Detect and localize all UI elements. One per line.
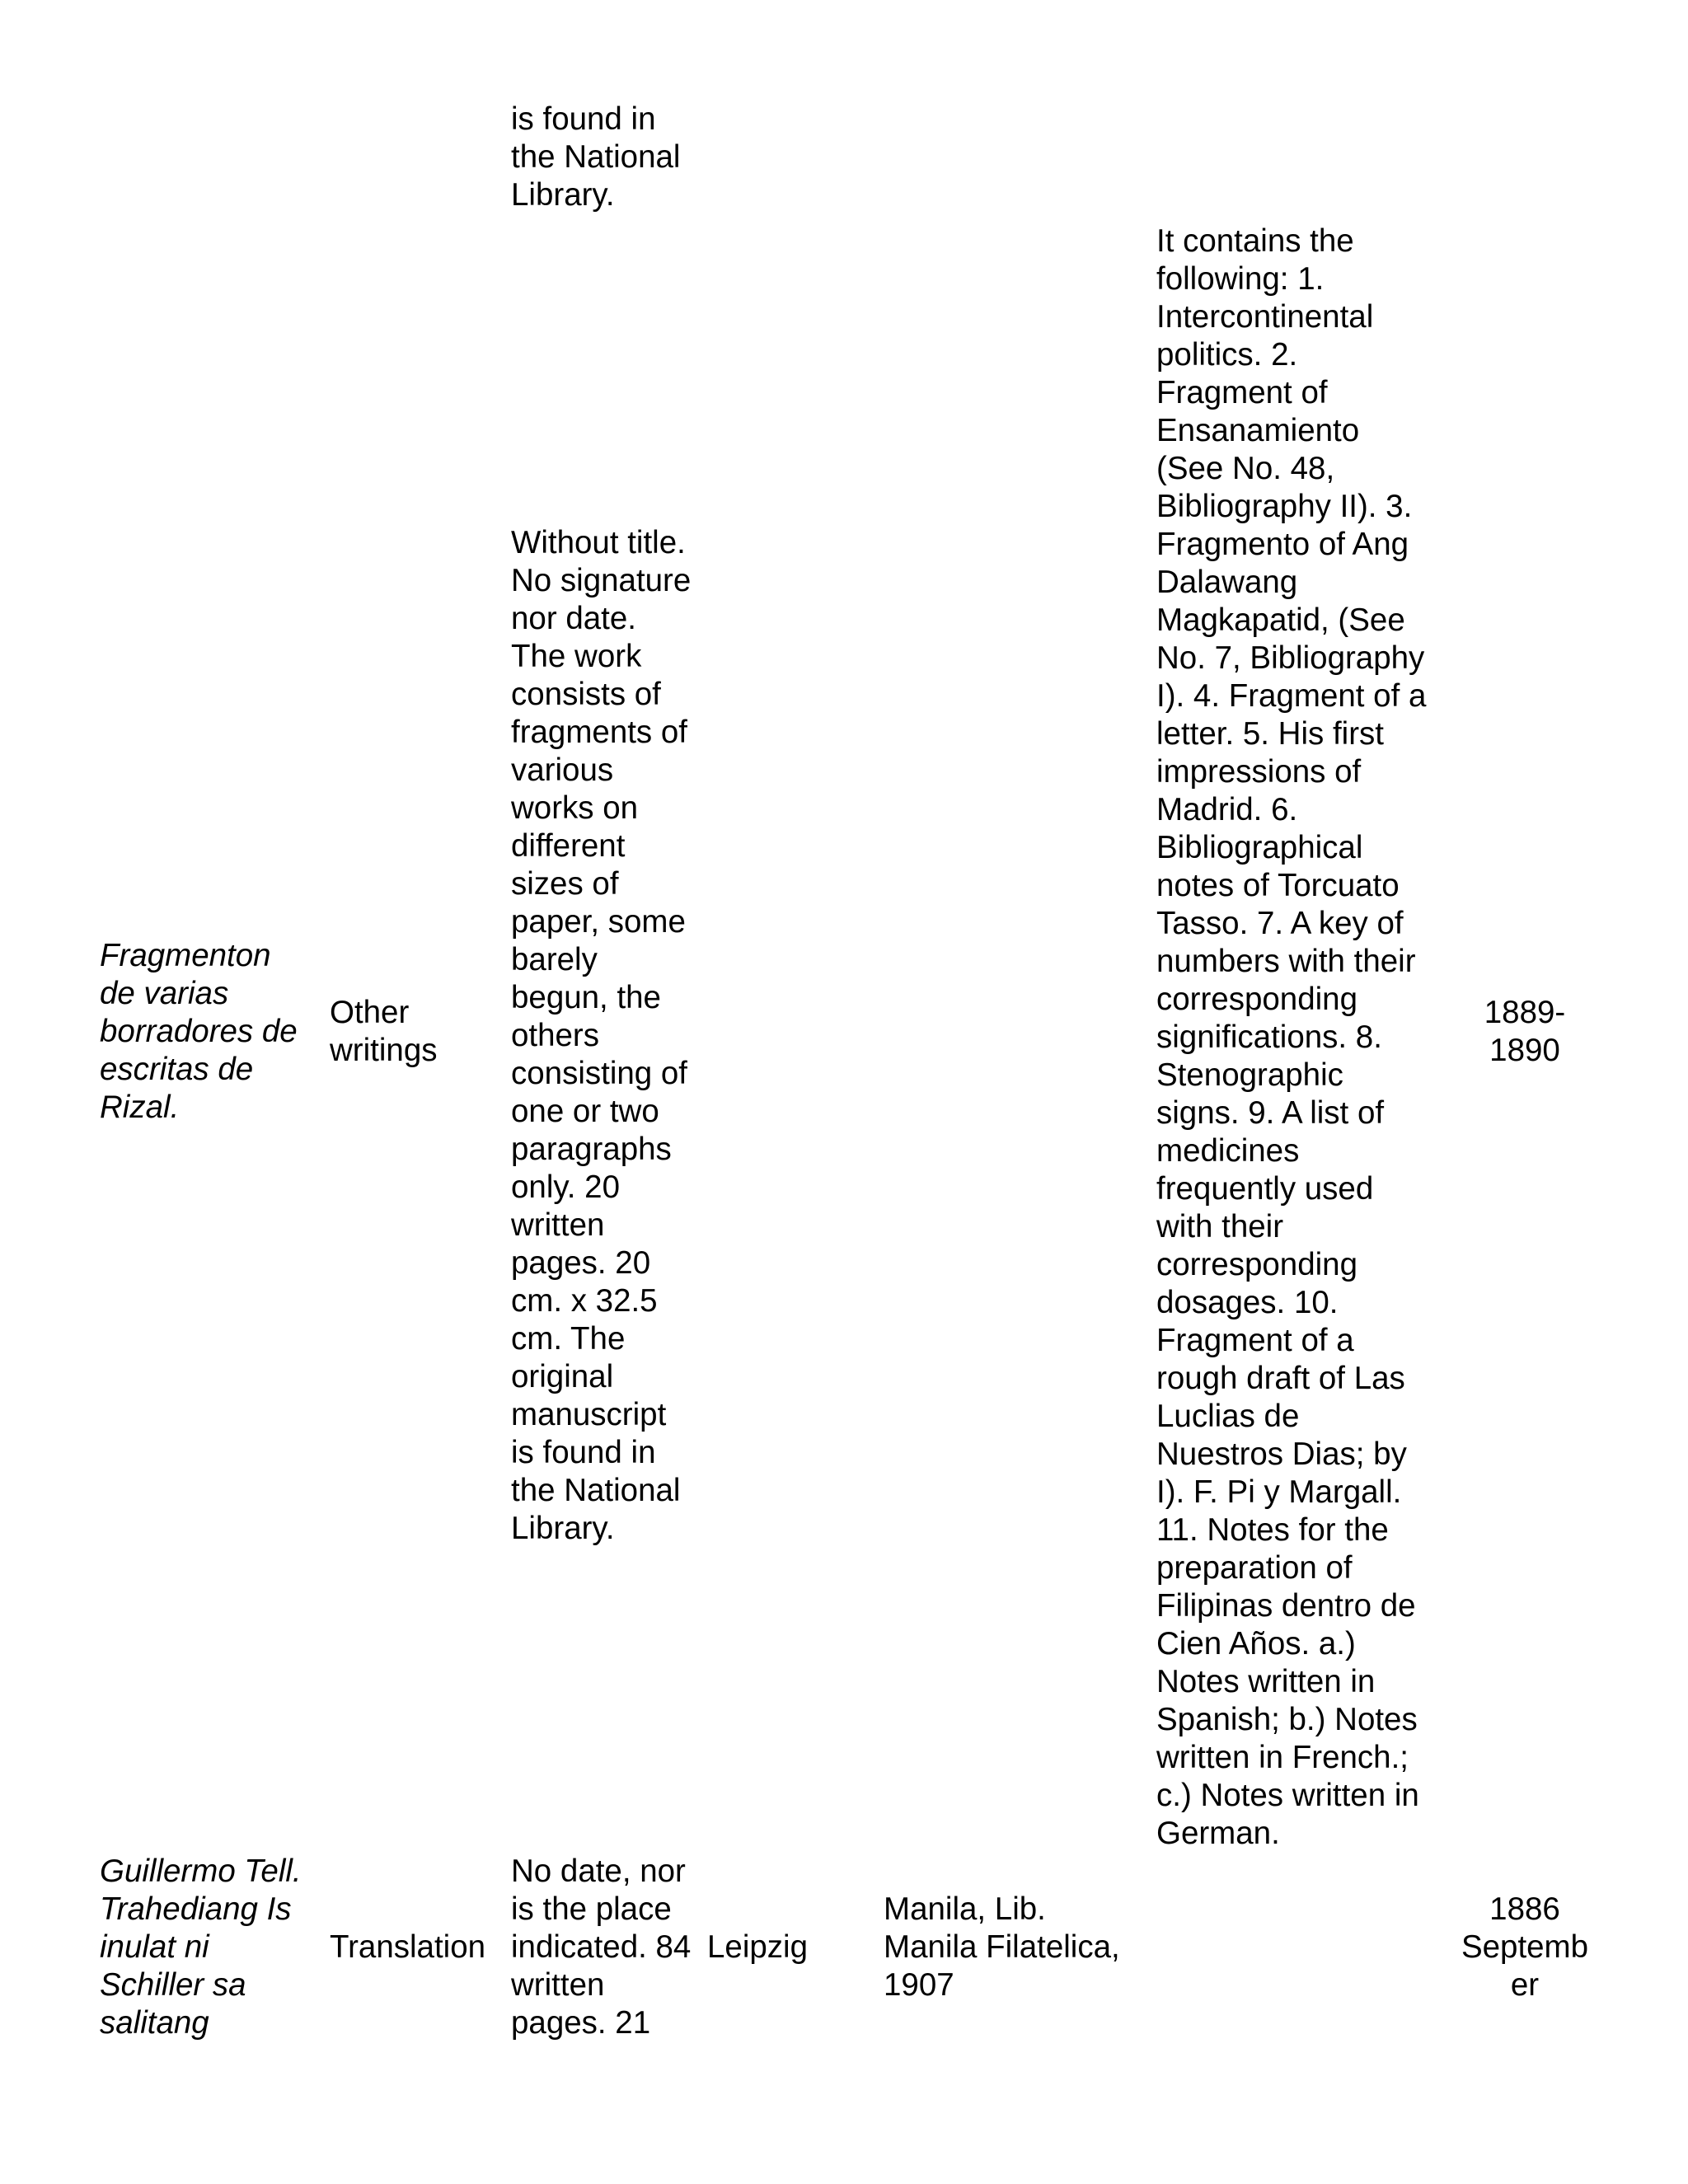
work-title: Guillermo Tell. Trahediang Is inulat ni Schiller sa salitang bbox=[100, 1854, 302, 2041]
top-fragment-description: is found in the National Library. bbox=[511, 101, 681, 213]
work-date: 1889- 1890 bbox=[1484, 995, 1566, 1068]
work-publication: Manila, Lib. Manila Filatelica, 1907 bbox=[884, 1891, 1120, 2003]
work-description: No date, nor is the place indicated. 84 written pages. 21 bbox=[511, 1854, 692, 2041]
work-title: Fragmenton de varias borradores de escritas de Rizal. bbox=[100, 938, 298, 1125]
work-date: 1886 Septemb er bbox=[1461, 1891, 1589, 2003]
work-remarks: It contains the following: 1. Intercontinental politics. 2. Fragment of Ensanamiento (See No. 48, Bibliography II). 3. Fragmento of Ang Dalawang Magkapatid, (See No. 7, Bibliography I). 4. Fragment of a letter. 5. His first impressions of Madrid. 6. Bibliographical notes of Torcuato Tasso. 7. A key of numbers with their corresponding significations. 8. Stenographic signs. 9. A list of medicines frequently used with their corresponding dosages. 10. Fragment of a rough draft of Las Luclias de Nuestros Dias; by I). F. Pi y Margall. 11. Notes for the preparation of Filipinas dentro de Cien Años. a.) Notes written in Spanish; b.) Notes written in French.; c.) Notes written in German. bbox=[1156, 223, 1427, 1851]
work-category: Translation bbox=[330, 1929, 486, 1965]
work-description: Without title. No signature nor date. The work consists of fragments of various works on different sizes of paper, some barely begun, the others consisting of one or two paragraphs only. 20 written pages. 20 cm. x 32.5 cm. The original manuscript is found in the National Library. bbox=[511, 525, 692, 1546]
work-place: Leipzig bbox=[707, 1929, 809, 1965]
work-category: Other writings bbox=[330, 995, 438, 1068]
